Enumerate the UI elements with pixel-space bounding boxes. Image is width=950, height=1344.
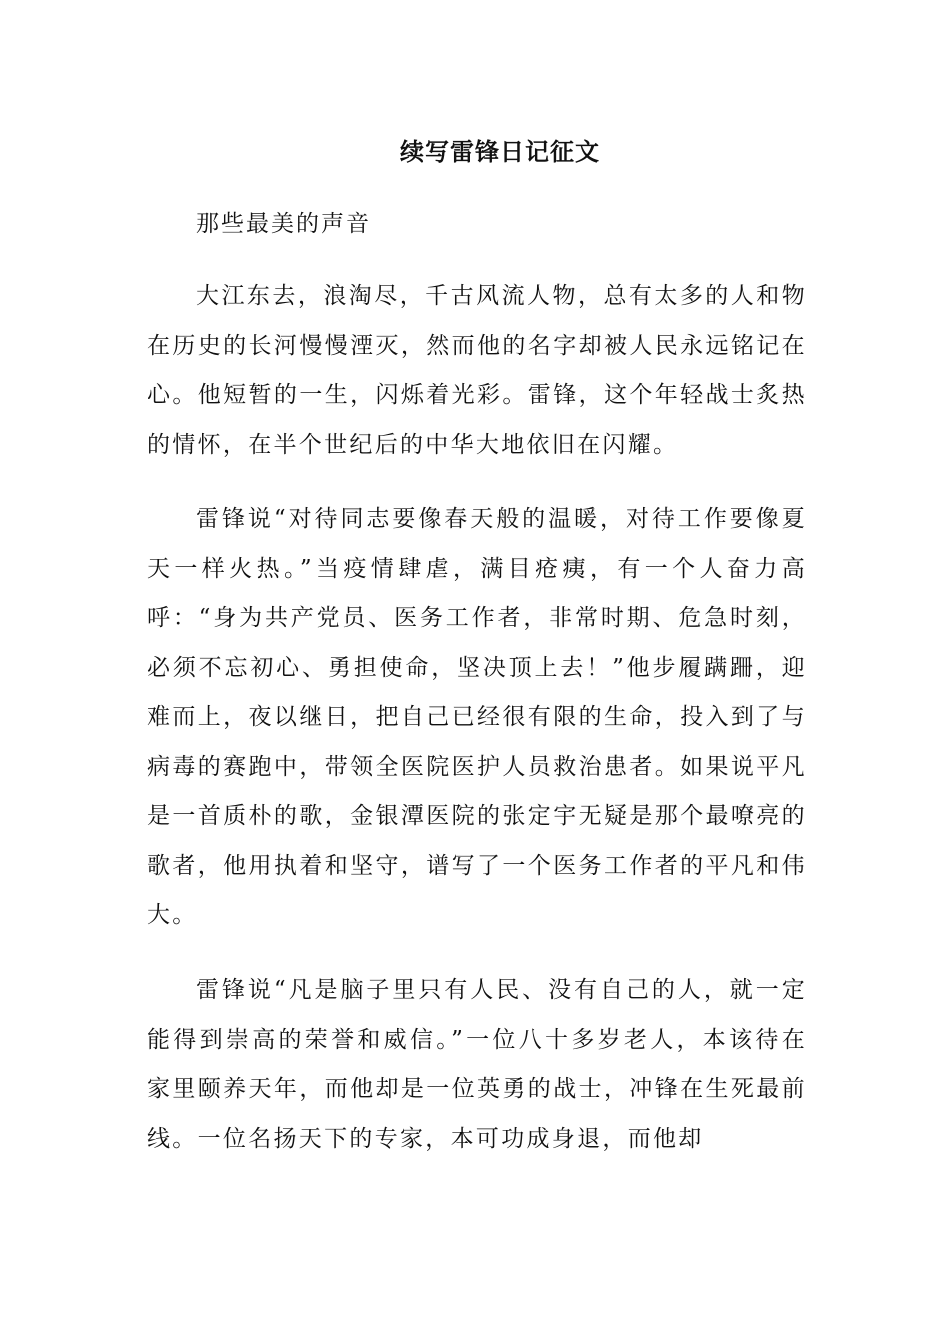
document-subtitle: 那些最美的声音	[196, 211, 371, 237]
paragraph-2: 雷锋说“对待同志要像春天般的温暖，对待工作要像夏天一样火热。”当疫情肆虐，满目疮痍，有一个人奋力高呼：“身为共产党员、医务工作者，非常时期、危急时刻，必须不忘初心、勇担使命，坚决顶上去！”他步履蹒跚，迎难而上，夜以继日，把自己已经很有限的生命，投入到了与病毒的赛跑中，带领全医院医护人员救治患者。如果说平凡是一首质朴的歌，金银潭医院的张定宇无疑是那个最嘹亮的歌者，他用执着和坚守，谱写了一个医务工作者的平凡和伟大。	[147, 506, 807, 928]
paragraph-1: 大江东去，浪淘尽，千古风流人物，总有太多的人和物在历史的长河慢慢湮灭，然而他的名字却被人民永远铭记在心。他短暂的一生，闪烁着光彩。雷锋，这个年轻战士炙热的情怀，在半个世纪后的中华大地依旧在闪耀。	[147, 283, 807, 458]
document-title: 续写雷锋日记征文	[400, 138, 600, 166]
paragraph-3: 雷锋说“凡是脑子里只有人民、没有自己的人，就一定能得到崇高的荣誉和威信。”一位八十多岁老人，本该待在家里颐养天年，而他却是一位英勇的战士，冲锋在生死最前线。一位名扬天下的专家，本可功成身退，而他却	[147, 977, 807, 1152]
